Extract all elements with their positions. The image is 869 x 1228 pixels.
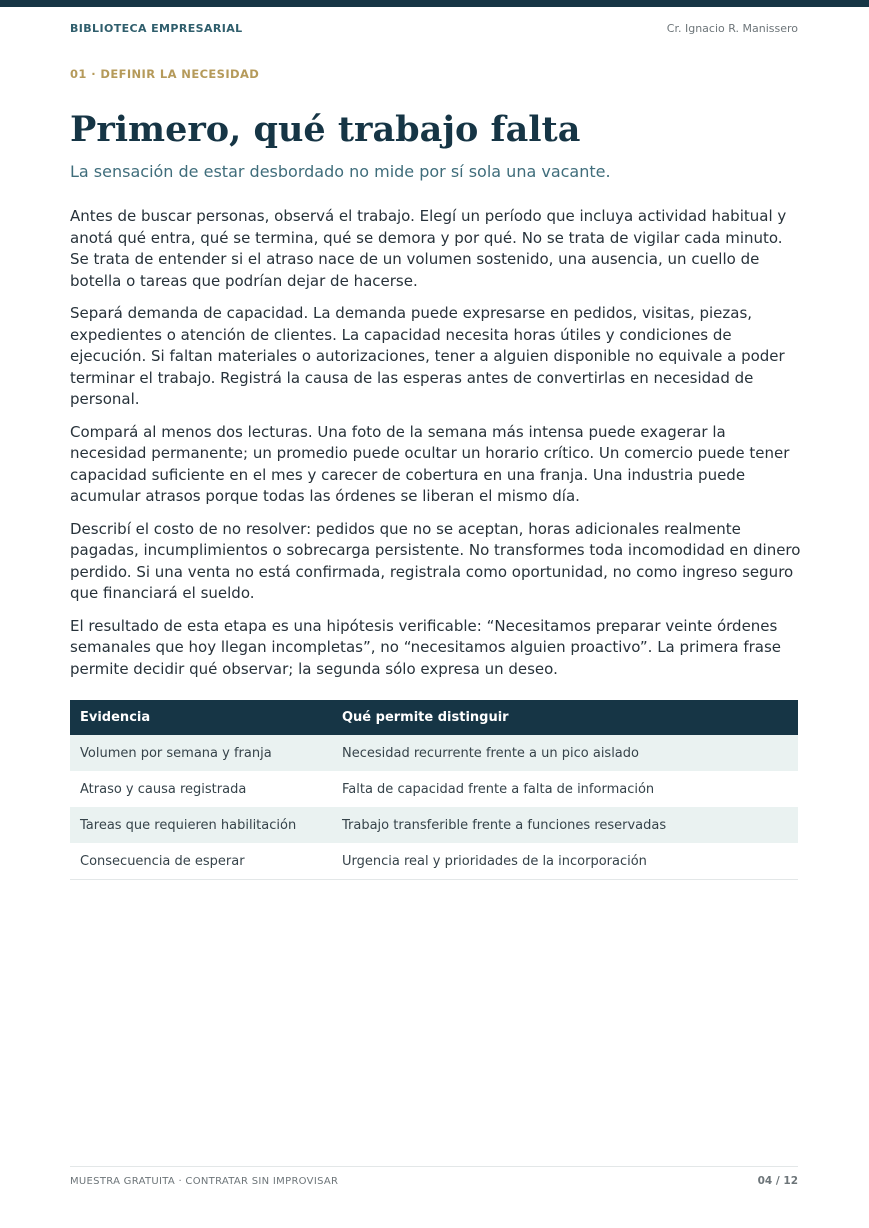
page-number: 04 / 12 (757, 1175, 798, 1187)
table-cell: Volumen por semana y franja (70, 735, 332, 771)
top-accent-bar (0, 0, 869, 7)
table-row (70, 771, 798, 807)
footer-divider (70, 1166, 798, 1167)
author-name: Cr. Ignacio R. Manissero (666, 22, 798, 35)
table-header-cell: Evidencia (70, 700, 332, 735)
body-text (70, 206, 806, 691)
paragraph: Antes de buscar personas, observá el trabajo. Elegí un período que incluya actividad habitual y anotá qué entra, qué se termina, qué se demora y por qué. No se trata de vigilar cada minuto. Se trata de entender si el atraso nace de un volumen sostenido, una ausencia, un cuello de botella o tareas que podrían dejar de hacerse. (70, 207, 787, 290)
paragraph: Describí el costo de no resolver: pedidos que no se aceptan, horas adicionales realmente pagadas, incumplimientos o sobrecarga persistente. No transformes toda incomodidad en dinero perdido. Si una venta no está confirmada, registrala como oportunidad, no como ingreso seguro que financiará el sueldo. (70, 519, 801, 602)
table-cell: Tareas que requieren habilitación (70, 807, 332, 843)
brand-label: BIBLIOTECA EMPRESARIAL (70, 22, 243, 35)
table-row (70, 807, 798, 843)
table-row (70, 735, 798, 771)
table-header-row (70, 700, 798, 735)
table-cell: Necesidad recurrente frente a un pico aislado (332, 735, 798, 771)
evidence-table (70, 700, 798, 880)
table-cell: Falta de capacidad frente a falta de información (342, 781, 655, 797)
table-header-cell: Qué permite distinguir (332, 700, 798, 735)
table-row (70, 843, 798, 880)
page-title: Primero, qué trabajo falta (70, 109, 581, 150)
paragraph: Separá demanda de capacidad. La demanda puede expresarse en pedidos, visitas, piezas, expedientes o atención de clientes. La capacidad necesita horas útiles y condiciones de ejecución. Si faltan materiales o autorizaciones, tener a alguien disponible no equivale a poder terminar el trabajo. Registrá la causa de las esperas antes de convertirlas en necesidad de personal. (70, 304, 785, 408)
footer-label: MUESTRA GRATUITA · CONTRATAR SIN IMPROVISAR (70, 1176, 339, 1187)
page-header (70, 22, 798, 38)
table-cell: Urgencia real y prioridades de la incorporación (332, 843, 798, 880)
table-cell: Consecuencia de esperar (70, 843, 332, 880)
paragraph: El resultado de esta etapa es una hipótesis verificable: “Necesitamos preparar veinte órdenes semanales que hoy llegan incompletas”, no “necesitamos alguien proactivo”. La primera frase permite decidir qué observar; la segunda sólo expresa un deseo. (70, 616, 782, 678)
section-kicker: 01 · DEFINIR LA NECESIDAD (70, 67, 260, 81)
paragraph: Compará al menos dos lecturas. Una foto de la semana más intensa puede exagerar la necesidad permanente; un promedio puede ocultar un horario crítico. Un comercio puede tener capacidad suficiente en el mes y carecer de cobertura en una franja. Una industria puede acumular atrasos porque todas las órdenes se liberan el mismo día. (70, 422, 790, 505)
page-subtitle: La sensación de estar desbordado no mide por sí sola una vacante. (70, 162, 611, 181)
table-cell: Atraso y causa registrada (80, 781, 247, 797)
table-cell: Trabajo transferible frente a funciones reservadas (332, 807, 798, 843)
